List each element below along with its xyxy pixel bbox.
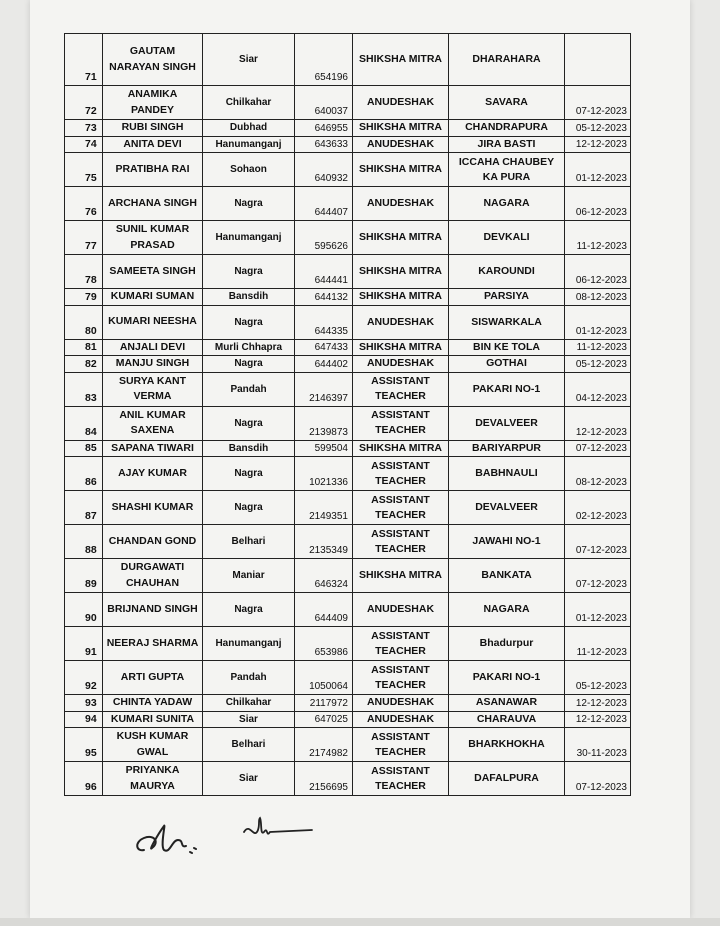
trailing-date: 07-12-2023 [575, 782, 627, 793]
employee-name: SHASHI KUMAR [103, 491, 203, 525]
joining-date: 11-12-2023 [565, 221, 631, 255]
table-row [65, 559, 631, 593]
employee-code: 1021336 [295, 457, 353, 491]
school-name: JIRA BASTI [449, 136, 565, 153]
post-title: ANUDESHAK [353, 305, 449, 339]
joining-date: 05-12-2023 [565, 120, 631, 137]
employee-code: 640932 [295, 153, 353, 187]
post-title: ASSISTANT TEACHER [353, 762, 449, 796]
employee-name: ANAMIKA PANDEY [103, 86, 203, 120]
employee-code: 644402 [295, 356, 353, 373]
block-name: Chilkahar [203, 695, 295, 712]
table-row [65, 406, 631, 440]
employee-name: GAUTAM NARAYAN SINGH [103, 34, 203, 86]
employee-code: 1050064 [295, 661, 353, 695]
school-name: DEVALVEER [449, 491, 565, 525]
block-name: Belhari [203, 728, 295, 762]
joining-date [565, 762, 631, 796]
employee-code: 643633 [295, 136, 353, 153]
table-row [65, 440, 631, 457]
row-number: 71 [65, 34, 103, 86]
signature-two [238, 812, 318, 852]
row-number: 92 [65, 661, 103, 695]
post-title: ANUDESHAK [353, 187, 449, 221]
block-name: Nagra [203, 356, 295, 373]
employee-name: KUMARI SUMAN [103, 289, 203, 306]
post-title: ASSISTANT TEACHER [353, 525, 449, 559]
row-number: 88 [65, 525, 103, 559]
table-row [65, 356, 631, 373]
row-number: 72 [65, 86, 103, 120]
school-name: BARIYARPUR [449, 440, 565, 457]
table-row [65, 34, 631, 86]
table-row [65, 289, 631, 306]
table-row [65, 187, 631, 221]
joining-date: 05-12-2023 [565, 356, 631, 373]
employee-name: BRIJNAND SINGH [103, 593, 203, 627]
employee-code: 644335 [295, 305, 353, 339]
employee-name: RUBI SINGH [103, 120, 203, 137]
post-title: ASSISTANT TEACHER [353, 406, 449, 440]
employee-code: 2149351 [295, 491, 353, 525]
employee-code: 644409 [295, 593, 353, 627]
table-row [65, 372, 631, 406]
joining-date: 08-12-2023 [565, 457, 631, 491]
post-title: SHIKSHA MITRA [353, 153, 449, 187]
row-number: 77 [65, 221, 103, 255]
block-name: Murli Chhapra [203, 339, 295, 356]
school-name: SAVARA [449, 86, 565, 120]
block-name: Nagra [203, 491, 295, 525]
table-row [65, 221, 631, 255]
employee-name: ARTI GUPTA [103, 661, 203, 695]
joining-date: 12-12-2023 [565, 136, 631, 153]
employee-name: DURGAWATI CHAUHAN [103, 559, 203, 593]
employee-code: 647025 [295, 711, 353, 728]
row-number: 83 [65, 372, 103, 406]
table-row [65, 491, 631, 525]
employee-code: 2156695 [295, 762, 353, 796]
block-name: Hanumanganj [203, 221, 295, 255]
table-row [65, 255, 631, 289]
employee-name: ANJALI DEVI [103, 339, 203, 356]
row-number: 82 [65, 356, 103, 373]
block-name: Dubhad [203, 120, 295, 137]
block-name: Hanumanganj [203, 136, 295, 153]
post-title: SHIKSHA MITRA [353, 440, 449, 457]
table-row [65, 153, 631, 187]
block-name: Bansdih [203, 289, 295, 306]
employee-code: 653986 [295, 627, 353, 661]
block-name: Nagra [203, 406, 295, 440]
table-row [65, 136, 631, 153]
block-name: Bansdih [203, 440, 295, 457]
row-number: 85 [65, 440, 103, 457]
row-number: 73 [65, 120, 103, 137]
block-name: Pandah [203, 661, 295, 695]
joining-date: 08-12-2023 [565, 289, 631, 306]
post-title: ANUDESHAK [353, 356, 449, 373]
joining-date: 01-12-2023 [565, 153, 631, 187]
row-number: 94 [65, 711, 103, 728]
block-name: Pandah [203, 372, 295, 406]
post-title: SHIKSHA MITRA [353, 289, 449, 306]
employee-name: ANIL KUMAR SAXENA [103, 406, 203, 440]
school-name: DHARAHARA [449, 34, 565, 86]
joining-date: 07-12-2023 [565, 525, 631, 559]
block-name: Nagra [203, 255, 295, 289]
joining-date: 02-12-2023 [565, 491, 631, 525]
employee-name: CHINTA YADAW [103, 695, 203, 712]
row-number: 76 [65, 187, 103, 221]
school-name: BABHNAULI [449, 457, 565, 491]
table-row [65, 661, 631, 695]
row-number: 79 [65, 289, 103, 306]
joining-date: 07-12-2023 [565, 559, 631, 593]
school-name: SISWARKALA [449, 305, 565, 339]
employee-code: 644407 [295, 187, 353, 221]
employee-code: 2117972 [295, 695, 353, 712]
row-number: 78 [65, 255, 103, 289]
post-title: SHIKSHA MITRA [353, 120, 449, 137]
employee-code: 2174982 [295, 728, 353, 762]
post-title: ASSISTANT TEACHER [353, 457, 449, 491]
row-number: 74 [65, 136, 103, 153]
table-row [65, 525, 631, 559]
school-name: ICCAHA CHAUBEY KA PURA [449, 153, 565, 187]
employee-code: 647433 [295, 339, 353, 356]
joining-date: 07-12-2023 [565, 86, 631, 120]
signature-one [130, 812, 210, 862]
employee-code: 2139873 [295, 406, 353, 440]
employee-code: 640037 [295, 86, 353, 120]
school-name: JAWAHI NO-1 [449, 525, 565, 559]
post-title: ASSISTANT TEACHER [353, 661, 449, 695]
employee-code: 2146397 [295, 372, 353, 406]
employee-name: KUSH KUMAR GWAL [103, 728, 203, 762]
row-number: 91 [65, 627, 103, 661]
employee-name: KUMARI SUNITA [103, 711, 203, 728]
row-number: 75 [65, 153, 103, 187]
row-number: 95 [65, 728, 103, 762]
school-name: PAKARI NO-1 [449, 661, 565, 695]
school-name: ASANAWAR [449, 695, 565, 712]
employee-code: 644132 [295, 289, 353, 306]
block-name: Chilkahar [203, 86, 295, 120]
joining-date [565, 34, 631, 86]
table-row [65, 593, 631, 627]
employee-name: AJAY KUMAR [103, 457, 203, 491]
block-name: Nagra [203, 457, 295, 491]
joining-date: 01-12-2023 [565, 305, 631, 339]
joining-date: 06-12-2023 [565, 187, 631, 221]
post-title: SHIKSHA MITRA [353, 255, 449, 289]
employee-name: SAPANA TIWARI [103, 440, 203, 457]
row-number: 80 [65, 305, 103, 339]
joining-date: 06-12-2023 [565, 255, 631, 289]
post-title: ANUDESHAK [353, 86, 449, 120]
joining-date: 11-12-2023 [565, 627, 631, 661]
block-name: Siar [203, 762, 295, 796]
block-name: Belhari [203, 525, 295, 559]
school-name: BHARKHOKHA [449, 728, 565, 762]
staff-table-body [65, 34, 631, 796]
block-name: Nagra [203, 305, 295, 339]
joining-date: 12-12-2023 [565, 711, 631, 728]
row-number: 93 [65, 695, 103, 712]
row-number: 84 [65, 406, 103, 440]
school-name: DAFALPURA [449, 762, 565, 796]
employee-name: PRIYANKA MAURYA [103, 762, 203, 796]
post-title: ASSISTANT TEACHER [353, 627, 449, 661]
school-name: PAKARI NO-1 [449, 372, 565, 406]
employee-name: NEERAJ SHARMA [103, 627, 203, 661]
employee-code: 644441 [295, 255, 353, 289]
joining-date: 11-12-2023 [565, 339, 631, 356]
employee-name: SURYA KANT VERMA [103, 372, 203, 406]
table-row [65, 120, 631, 137]
employee-name: KUMARI NEESHA [103, 305, 203, 339]
block-name: Maniar [203, 559, 295, 593]
row-number: 96 [65, 762, 103, 796]
school-name: NAGARA [449, 593, 565, 627]
block-name: Hanumanganj [203, 627, 295, 661]
school-name: DEVALVEER [449, 406, 565, 440]
employee-code: 646955 [295, 120, 353, 137]
post-title: ASSISTANT TEACHER [353, 728, 449, 762]
school-name: BANKATA [449, 559, 565, 593]
school-name: NAGARA [449, 187, 565, 221]
row-number: 90 [65, 593, 103, 627]
joining-date: 30-11-2023 [565, 728, 631, 762]
post-title: SHIKSHA MITRA [353, 34, 449, 86]
employee-code: 599504 [295, 440, 353, 457]
table-row [65, 339, 631, 356]
school-name: DEVKALI [449, 221, 565, 255]
employee-code: 646324 [295, 559, 353, 593]
school-name: BIN KE TOLA [449, 339, 565, 356]
employee-name: PRATIBHA RAI [103, 153, 203, 187]
block-name: Siar [203, 711, 295, 728]
school-name: CHARAUVA [449, 711, 565, 728]
joining-date: 12-12-2023 [565, 406, 631, 440]
post-title: SHIKSHA MITRA [353, 221, 449, 255]
employee-code: 595626 [295, 221, 353, 255]
employee-name: ARCHANA SINGH [103, 187, 203, 221]
employee-name: ANITA DEVI [103, 136, 203, 153]
joining-date: 12-12-2023 [565, 695, 631, 712]
block-name: Nagra [203, 187, 295, 221]
school-name: KAROUNDI [449, 255, 565, 289]
table-row [65, 86, 631, 120]
table-row [65, 762, 631, 796]
school-name: GOTHAI [449, 356, 565, 373]
row-number: 86 [65, 457, 103, 491]
post-title: SHIKSHA MITRA [353, 559, 449, 593]
employee-name: MANJU SINGH [103, 356, 203, 373]
employee-name: CHANDAN GOND [103, 525, 203, 559]
row-number: 87 [65, 491, 103, 525]
staff-table [64, 33, 631, 796]
post-title: ANUDESHAK [353, 136, 449, 153]
block-name: Sohaon [203, 153, 295, 187]
joining-date: 05-12-2023 [565, 661, 631, 695]
joining-date: 04-12-2023 [565, 372, 631, 406]
school-name: Bhadurpur [449, 627, 565, 661]
table-row [65, 627, 631, 661]
employee-code: 2135349 [295, 525, 353, 559]
school-name: PARSIYA [449, 289, 565, 306]
post-title: ANUDESHAK [353, 695, 449, 712]
school-name: CHANDRAPURA [449, 120, 565, 137]
block-name: Siar [203, 34, 295, 86]
row-number: 89 [65, 559, 103, 593]
employee-name: SUNIL KUMAR PRASAD [103, 221, 203, 255]
post-title: ANUDESHAK [353, 593, 449, 627]
employee-name: SAMEETA SINGH [103, 255, 203, 289]
post-title: ASSISTANT TEACHER [353, 491, 449, 525]
table-row [65, 695, 631, 712]
employee-code: 654196 [295, 34, 353, 86]
table-row [65, 457, 631, 491]
table-row [65, 305, 631, 339]
joining-date: 07-12-2023 [565, 440, 631, 457]
row-number: 81 [65, 339, 103, 356]
page-bottom-edge [0, 918, 720, 926]
post-title: SHIKSHA MITRA [353, 339, 449, 356]
table-row [65, 711, 631, 728]
post-title: ASSISTANT TEACHER [353, 372, 449, 406]
joining-date: 01-12-2023 [565, 593, 631, 627]
post-title: ANUDESHAK [353, 711, 449, 728]
table-row [65, 728, 631, 762]
block-name: Nagra [203, 593, 295, 627]
